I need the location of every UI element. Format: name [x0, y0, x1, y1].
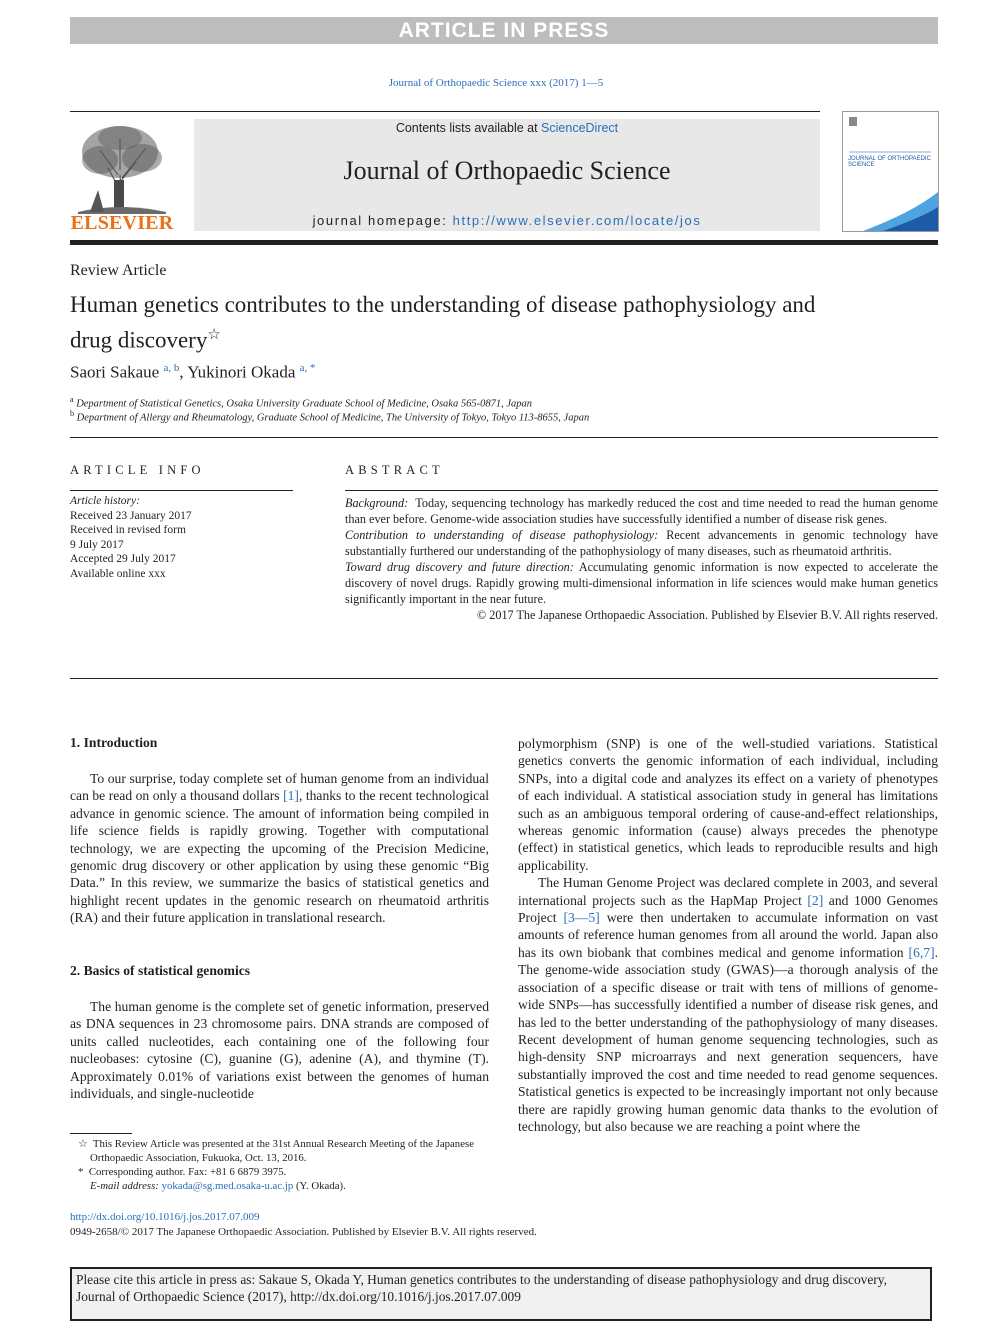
divider: [70, 490, 293, 491]
affiliation-text: Department of Allergy and Rheumatology, Graduate School of Medicine, The University of Tokyo, Tokyo 113-8655, Japan: [76, 412, 590, 424]
footnote-text: This Review Article was presented at the 31st Annual Research Meeting of the Japanese Orthopaedic Association, Fukuoka, Oct. 13, 2016.: [90, 1138, 474, 1164]
paragraph-text: The Human Genome Project was declared complete in 2003, and several international projects such as the HapMap Project: [518, 875, 938, 908]
header-divider: [70, 111, 820, 112]
citation-link[interactable]: [2]: [807, 892, 824, 908]
section-heading-introduction: 1. Introduction: [70, 735, 158, 750]
contents-line: [194, 121, 820, 135]
affiliation-mark: a: [70, 395, 74, 404]
history-label: Article history:: [70, 495, 140, 507]
sciencedirect-link[interactable]: ScienceDirect: [541, 121, 619, 135]
paragraph-text: and 1000 Genomes Project: [518, 892, 939, 926]
history-entry: 9 July 2017: [70, 538, 124, 551]
footnote-mark: *: [78, 1166, 84, 1178]
article-in-press-banner: ARTICLE IN PRESS: [70, 17, 938, 44]
citation-link[interactable]: [6,7]: [908, 944, 935, 960]
elsevier-wordmark: ELSEVIER: [70, 212, 174, 234]
abstract-contribution: [345, 527, 938, 559]
divider: [70, 678, 938, 679]
cover-title: JOURNAL OF ORTHOPAEDIC SCIENCE: [848, 156, 931, 168]
email-link[interactable]: yokada@sg.med.osaka-u.ac.jp: [161, 1180, 294, 1192]
cite-this-article-box: Please cite this article in press as: Sakaue S, Okada Y, Human genetics contributes to the understanding of disease pathophysiology and drug discovery, Journal of Orthopaedic Science (2017), http://dx.doi.org/10.1016/j.jos.2017.07.009: [70, 1267, 932, 1321]
journal-cover-thumbnail[interactable]: [842, 111, 939, 232]
header-thick-rule: [70, 240, 938, 245]
abstract-label: Toward drug discovery and future direction:: [345, 560, 574, 574]
body-column-right: [518, 735, 938, 1135]
paragraph: [70, 770, 489, 927]
author-affiliation-mark[interactable]: a, *: [299, 362, 316, 374]
title-footnote-mark[interactable]: ☆: [207, 327, 221, 343]
article-type: Review Article: [70, 262, 167, 279]
history-entry: Accepted 29 July 2017: [70, 553, 176, 565]
affiliation-b: [70, 409, 589, 424]
homepage-prefix: journal homepage:: [312, 213, 453, 228]
footnote-email: [70, 1179, 490, 1193]
footnotes: [70, 1137, 490, 1193]
email-suffix: (Y. Okada).: [295, 1180, 346, 1192]
email-label: E-mail address:: [90, 1180, 159, 1192]
paragraph: The human genome is the complete set of genetic information, preserved as DNA sequences in 23 chromosome pairs. DNA strands are composed of units called nucleotides, each containing one of the following four nucleobases: cytosine (C), guanine (G), adenine (A), and thymine (T). Approximately 0.01% of variations exist between the genomes of human individuals, and single-nucleotide: [70, 999, 489, 1102]
journal-name: Journal of Orthopaedic Science: [343, 156, 671, 185]
body-column-left-section2: [70, 998, 489, 1102]
abstract-label: Contribution to understanding of disease pathophysiology:: [345, 528, 659, 542]
paragraph-text: To our surprise, today complete set of human genome from an individual can be read on only a thousand dollars: [70, 771, 489, 804]
citation-link[interactable]: [1]: [283, 788, 299, 804]
affiliation-a: [70, 395, 532, 410]
homepage-url-link[interactable]: http://www.elsevier.com/locate/jos: [452, 213, 702, 228]
cover-graphic: [843, 112, 938, 231]
contents-prefix: Contents lists available at: [395, 121, 542, 135]
paragraph: polymorphism (SNP) is one of the well-studied variations. Statistical genetics converts the genomic information of each individual, including SNPs, into a digital code and analyzes its effect on a variety of phenotypes of each individual. A statistical association study in general has limitations such as an ambiguous temporal ordering of cause-and-effect relationships, whereas genomic information (cause) always precedes the phenotype (effect) in statistical genetics, which leads to reproducible results and high applicability.: [518, 736, 938, 873]
issn-copyright-line: 0949-2658/© 2017 The Japanese Orthopaedic Association. Published by Elsevier B.V. All rights reserved.: [70, 1226, 537, 1238]
divider: [70, 437, 938, 438]
section-heading-basics: 2. Basics of statistical genomics: [70, 963, 251, 978]
citation-link[interactable]: [3—5]: [563, 910, 600, 926]
doi-link[interactable]: http://dx.doi.org/10.1016/j.jos.2017.07.009: [70, 1211, 260, 1223]
divider: [345, 490, 938, 491]
abstract-body: [345, 495, 938, 623]
author-list: Saori Sakaue $^{a, b}$, Yukinori Okada $^{a, *}$: [70, 362, 316, 382]
footnote-corresponding: [70, 1165, 490, 1179]
history-entry: Available online xxx: [70, 567, 166, 580]
history-entry: Received in revised form: [70, 524, 186, 536]
affiliation-mark: b: [70, 409, 74, 418]
abstract-background: [345, 495, 938, 527]
history-entry: Received 23 January 2017: [70, 509, 192, 522]
article-title-text: Human genetics contributes to the understanding of disease pathophysiology and drug discovery: [70, 292, 816, 353]
article-title: [70, 290, 830, 356]
abstract-text: Accumulating genomic information is now expected to accelerate the discovery of novel drugs. Rapidly growing multi-dimensional information in life sciences would make human genetics significantly important in the near future.: [345, 560, 938, 606]
footnote-presentation: [70, 1137, 490, 1165]
paragraph-text: , thanks to the recent technological advance in genomic science. The amount of information being compiled in life science fields is rapidly growing. Together with computational technology, we are expecting the upcoming of the Precision Medicine, genomic drug discovery or other application by using these genomic “Big Data.” In this review, we summarize the basics of statistical genetics and highlight recent updates in the genomic research on rheumatoid arthritis (RA) and their future application in translational research.: [70, 788, 489, 926]
footnote-mark: ☆: [78, 1138, 88, 1150]
abstract-text: Recent advancements in genomic technology have substantially furthered our understanding of the pathophysiology of many diseases, such as rheumatoid arthritis.: [345, 528, 938, 558]
abstract-copyright: © 2017 The Japanese Orthopaedic Association. Published by Elsevier B.V. All rights reserved.: [476, 608, 938, 622]
abstract-text: Today, sequencing technology has markedly reduced the cost and time needed to read the human genome than ever before. Genome-wide association studies have successfully identified a number of disease risk genes.: [345, 496, 938, 526]
paragraph-text: were then undertaken to accumulate information on vast amounts of reference human genomes from all around the world. Japan also has its own biobank that combines medical and genome information: [518, 910, 938, 960]
journal-homepage-line: [194, 213, 820, 228]
paragraph-text: . The genome-wide association study (GWAS)—a thorough analysis of the association of a specific disease or trait with tens of millions of genome-wide SNPs—has successfully identified a number of disease risk genes, and has led to the better understanding of the pathophysiology of many diseases. Recent development of human genome sequencing technologies, such as high-density SNP microarrays and next generation sequencers, have substantially improved the cost and time needed to read genome sequences. Statistical genetics is expected to be increasingly important not only because there are rapidly growing human genomic data thanks to the evolution of technology, but also because we are reaching a point where the: [518, 944, 938, 1134]
article-info-heading: ARTICLE INFO: [70, 463, 205, 477]
abstract-heading: ABSTRACT: [345, 463, 444, 477]
journal-citation-link[interactable]: Journal of Orthopaedic Science xxx (2017) 1—5: [388, 77, 604, 89]
author-name: Yukinori Okada: [187, 362, 296, 382]
affiliation-text: Department of Statistical Genetics, Osaka University Graduate School of Medicine, Osaka 565-0871, Japan: [76, 398, 532, 410]
abstract-toward: [345, 559, 938, 607]
footnote-text: Corresponding author. Fax: +81 6 6879 3975.: [88, 1166, 287, 1178]
footnote-rule: [70, 1133, 132, 1134]
abstract-label: Background:: [345, 496, 409, 510]
article-history: [70, 494, 293, 581]
author-affiliation-mark[interactable]: a, b: [163, 362, 180, 374]
author-name: Saori Sakaue: [70, 362, 160, 382]
body-column-left: [70, 770, 489, 927]
paragraph: [518, 874, 938, 1135]
